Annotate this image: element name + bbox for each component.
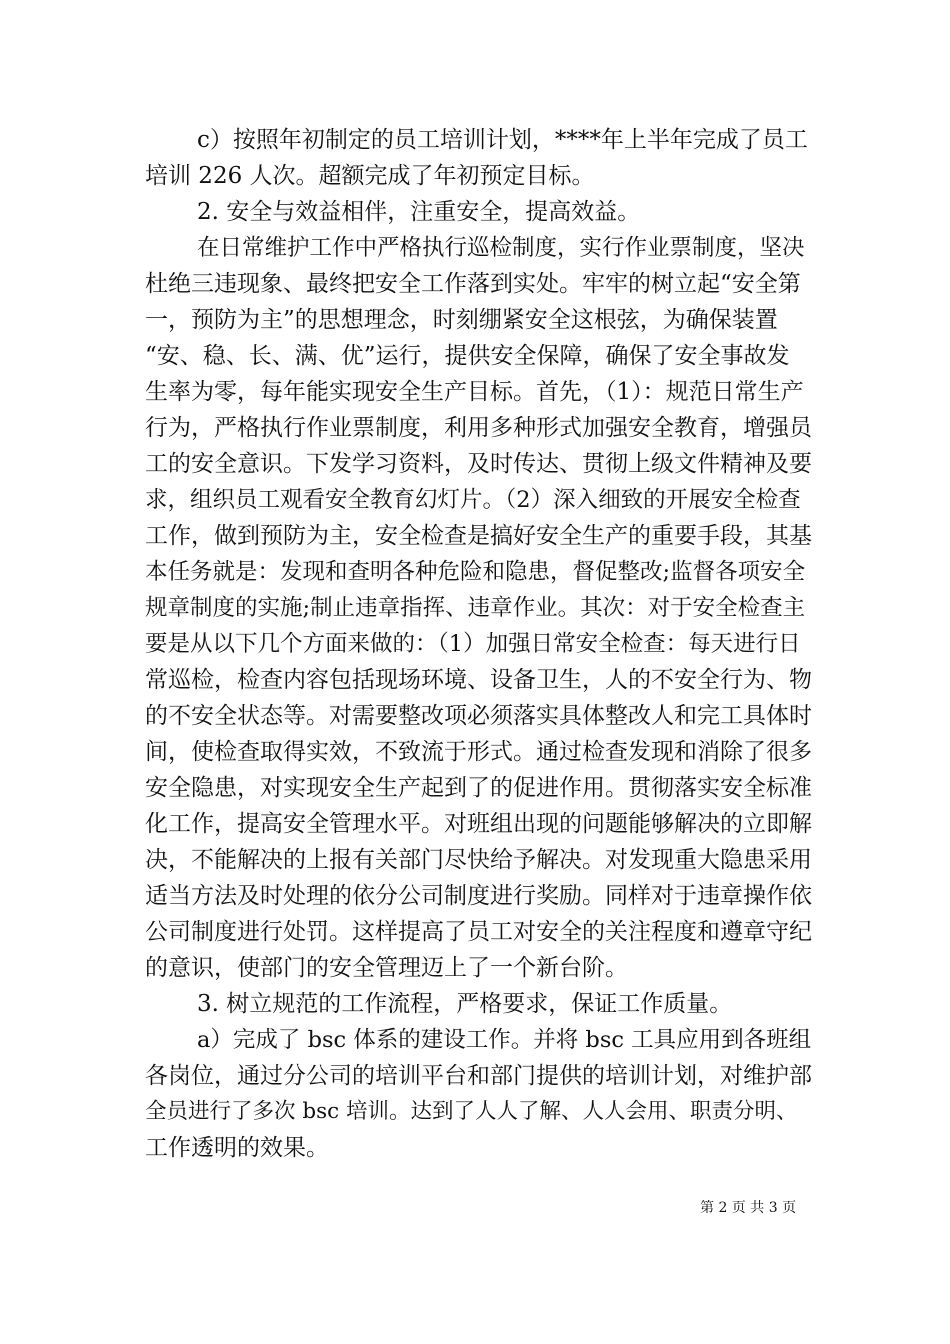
text-line: 求，组织员工观看安全教育幻灯片。（2）深入细致的开展安全检查 bbox=[145, 487, 801, 513]
text-line: 工作，做到预防为主，安全检查是搞好安全生产的重要手段，其基 bbox=[145, 523, 812, 549]
text-line: 安全隐患，对实现安全生产起到了的促进作用。贯彻落实安全标准 bbox=[145, 775, 812, 801]
text-line: 间，使检查取得实效，不致流于形式。通过检查发现和消除了很多 bbox=[145, 739, 812, 765]
text-line: 常巡检，检查内容包括现场环境、设备卫生，人的不安全行为、物 bbox=[145, 667, 812, 693]
section-heading: 2. 安全与效益相伴，注重安全，提高效益。 bbox=[197, 199, 641, 225]
text-line: 全员进行了多次 bsc 培训。达到了人人了解、人人会用、职责分明、 bbox=[145, 1099, 798, 1124]
text-line: c）按照年初制定的员工培训计划，****年上半年完成了员工 bbox=[197, 127, 808, 153]
text-line: 决，不能解决的上报有关部门尽快给予解决。对发现重大隐患采用 bbox=[145, 847, 812, 873]
page-number: 第 2 页 共 3 页 bbox=[700, 1200, 797, 1216]
text-line: 杜绝三违现象、最终把安全工作落到实处。牢牢的树立起“安全第 bbox=[145, 271, 801, 297]
text-line: a）完成了 bsc 体系的建设工作。并将 bsc 工具应用到各班组 bbox=[197, 1027, 812, 1053]
text-line: 工的安全意识。下发学习资料，及时传达、贯彻上级文件精神及要 bbox=[145, 451, 812, 477]
text-line: 公司制度进行处罚。这样提高了员工对安全的关注程度和遵章守纪 bbox=[145, 919, 812, 945]
text-line: 的不安全状态等。对需要整改项必须落实具体整改人和完工具体时 bbox=[145, 703, 812, 729]
text-line: 工作透明的效果。 bbox=[145, 1135, 329, 1161]
text-line: 要是从以下几个方面来做的：（1）加强日常安全检查：每天进行日 bbox=[145, 631, 801, 657]
text-line: 本任务就是：发现和查明各种危险和隐患，督促整改;监督各项安全 bbox=[145, 559, 806, 585]
text-line: “安、稳、长、满、优”运行，提供安全保障，确保了安全事故发 bbox=[145, 343, 790, 369]
text-line: 规章制度的实施;制止违章指挥、违章作业。其次：对于安全检查主 bbox=[145, 595, 806, 621]
text-line: 化工作，提高安全管理水平。对班组出现的问题能够解决的立即解 bbox=[145, 811, 812, 837]
text-line: 的意识，使部门的安全管理迈上了一个新台阶。 bbox=[145, 955, 628, 981]
text-line: 在日常维护工作中严格执行巡检制度，实行作业票制度，坚决 bbox=[197, 235, 805, 261]
section-heading: 3. 树立规范的工作流程，严格要求，保证工作质量。 bbox=[197, 991, 733, 1017]
text-line: 行为，严格执行作业票制度，利用多种形式加强安全教育，增强员 bbox=[145, 415, 812, 441]
text-line: 适当方法及时处理的依分公司制度进行奖励。同样对于违章操作依 bbox=[145, 883, 812, 909]
text-line: 培训 226 人次。超额完成了年初预定目标。 bbox=[145, 163, 595, 189]
text-line: 各岗位，通过分公司的培训平台和部门提供的培训计划，对维护部 bbox=[145, 1063, 812, 1089]
text-line: 生率为零，每年能实现安全生产目标。首先，（1）：规范日常生产 bbox=[145, 379, 804, 405]
text-line: 一，预防为主”的思想理念，时刻绷紧安全这根弦，为确保装置 bbox=[145, 307, 778, 333]
